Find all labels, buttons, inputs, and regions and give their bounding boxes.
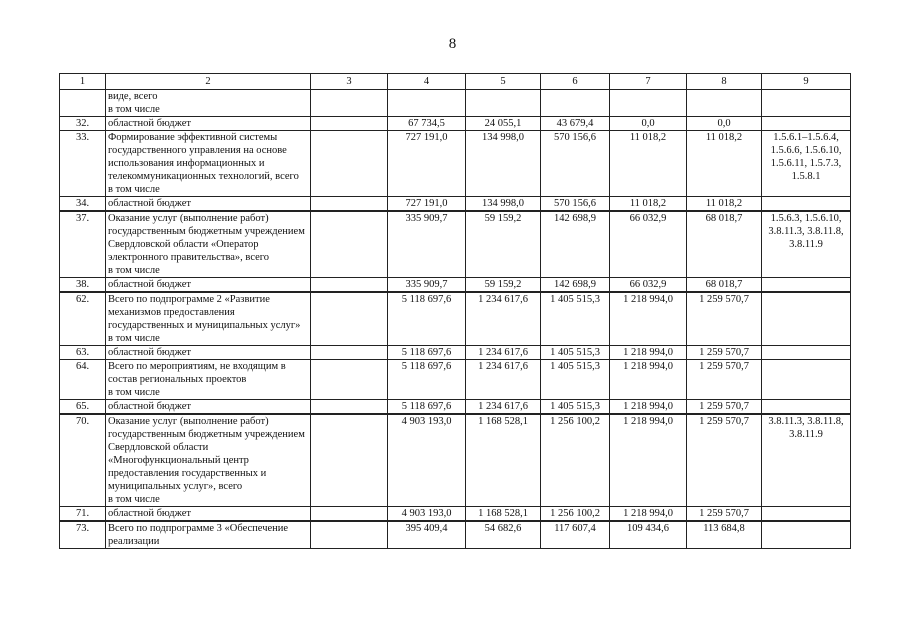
table-row <box>60 507 851 522</box>
column-3-cell <box>311 360 388 400</box>
column-6-value: 43 679,4 <box>541 117 610 131</box>
column-7-value: 1 218 994,0 <box>610 292 687 346</box>
column-4-value: 335 909,7 <box>388 211 466 278</box>
column-9-codes <box>762 360 851 400</box>
column-5-value <box>466 90 541 117</box>
column-9-codes <box>762 507 851 522</box>
column-8-value: 1 259 570,7 <box>687 507 762 522</box>
column-8-value: 68 018,7 <box>687 211 762 278</box>
column-header: 1 <box>60 74 106 90</box>
column-header: 7 <box>610 74 687 90</box>
column-6-value: 1 405 515,3 <box>541 346 610 360</box>
column-5-value: 1 168 528,1 <box>466 507 541 522</box>
column-6-value: 142 698,9 <box>541 211 610 278</box>
column-header: 6 <box>541 74 610 90</box>
table-row <box>60 346 851 360</box>
column-9-codes: 3.8.11.3, 3.8.11.8, 3.8.11.9 <box>762 414 851 507</box>
row-number: 32. <box>60 117 106 131</box>
column-7-value <box>610 90 687 117</box>
row-description: областной бюджет <box>106 117 311 131</box>
column-6-value <box>541 90 610 117</box>
row-number <box>60 90 106 117</box>
table-row <box>60 117 851 131</box>
column-4-value <box>388 90 466 117</box>
column-8-value: 1 259 570,7 <box>687 400 762 415</box>
row-description: Всего по мероприятиям, не входящим в состав региональных проектов в том числе <box>106 360 311 400</box>
table-row <box>60 197 851 212</box>
row-number: 65. <box>60 400 106 415</box>
column-7-value: 11 018,2 <box>610 131 687 197</box>
column-7-value: 109 434,6 <box>610 521 687 549</box>
row-number: 62. <box>60 292 106 346</box>
column-7-value: 66 032,9 <box>610 278 687 293</box>
table-row <box>60 360 851 400</box>
column-6-value: 570 156,6 <box>541 131 610 197</box>
row-description: Формирование эффективной системы государственного управления на основе использования информационных и телекоммуникационных технологий, всего в том числе <box>106 131 311 197</box>
row-description: Оказание услуг (выполнение работ) государственным бюджетным учреждением Свердловской области «Многофункциональный центр предоставления государственных и муниципальных услуг», всего в том числе <box>106 414 311 507</box>
column-3-cell <box>311 131 388 197</box>
column-5-value: 1 234 617,6 <box>466 360 541 400</box>
table-row <box>60 521 851 549</box>
column-9-codes <box>762 197 851 212</box>
column-8-value <box>687 90 762 117</box>
column-5-value: 1 168 528,1 <box>466 414 541 507</box>
column-5-value: 1 234 617,6 <box>466 292 541 346</box>
column-8-value: 0,0 <box>687 117 762 131</box>
row-number: 64. <box>60 360 106 400</box>
column-header: 3 <box>311 74 388 90</box>
column-5-value: 134 998,0 <box>466 131 541 197</box>
column-3-cell <box>311 521 388 549</box>
column-4-value: 67 734,5 <box>388 117 466 131</box>
column-header: 8 <box>687 74 762 90</box>
column-9-codes <box>762 278 851 293</box>
row-description: областной бюджет <box>106 278 311 293</box>
column-6-value: 570 156,6 <box>541 197 610 212</box>
column-3-cell <box>311 197 388 212</box>
column-9-codes: 1.5.6.3, 1.5.6.10, 3.8.11.3, 3.8.11.8, 3.8.11.9 <box>762 211 851 278</box>
column-7-value: 1 218 994,0 <box>610 507 687 522</box>
column-4-value: 5 118 697,6 <box>388 346 466 360</box>
column-4-value: 5 118 697,6 <box>388 360 466 400</box>
column-9-codes <box>762 400 851 415</box>
column-6-value: 1 256 100,2 <box>541 414 610 507</box>
column-3-cell <box>311 414 388 507</box>
row-description: виде, всего в том числе <box>106 90 311 117</box>
column-7-value: 66 032,9 <box>610 211 687 278</box>
table-row <box>60 292 851 346</box>
row-description: областной бюджет <box>106 507 311 522</box>
budget-table <box>59 73 851 549</box>
column-8-value: 11 018,2 <box>687 197 762 212</box>
column-6-value: 142 698,9 <box>541 278 610 293</box>
column-7-value: 11 018,2 <box>610 197 687 212</box>
column-4-value: 727 191,0 <box>388 131 466 197</box>
row-number: 73. <box>60 521 106 549</box>
column-8-value: 1 259 570,7 <box>687 414 762 507</box>
column-8-value: 1 259 570,7 <box>687 360 762 400</box>
column-header: 9 <box>762 74 851 90</box>
row-number: 63. <box>60 346 106 360</box>
row-description: Всего по подпрограмме 3 «Обеспечение реализации <box>106 521 311 549</box>
column-3-cell <box>311 117 388 131</box>
row-description: Оказание услуг (выполнение работ) государственным бюджетным учреждением Свердловской области «Оператор электронного правительства», всего в том числе <box>106 211 311 278</box>
column-8-value: 68 018,7 <box>687 278 762 293</box>
column-5-value: 59 159,2 <box>466 211 541 278</box>
table-row <box>60 278 851 293</box>
row-number: 70. <box>60 414 106 507</box>
table-row <box>60 90 851 117</box>
column-3-cell <box>311 346 388 360</box>
column-3-cell <box>311 400 388 415</box>
column-8-value: 11 018,2 <box>687 131 762 197</box>
column-header: 5 <box>466 74 541 90</box>
column-5-value: 24 055,1 <box>466 117 541 131</box>
column-3-cell <box>311 278 388 293</box>
row-number: 34. <box>60 197 106 212</box>
column-4-value: 5 118 697,6 <box>388 292 466 346</box>
column-8-value: 113 684,8 <box>687 521 762 549</box>
table-row <box>60 414 851 507</box>
column-header: 4 <box>388 74 466 90</box>
row-description: Всего по подпрограмме 2 «Развитие механизмов предоставления государственных и муниципальных услуг» в том числе <box>106 292 311 346</box>
column-9-codes <box>762 90 851 117</box>
table-row <box>60 211 851 278</box>
column-5-value: 59 159,2 <box>466 278 541 293</box>
column-9-codes <box>762 521 851 549</box>
column-9-codes <box>762 292 851 346</box>
column-7-value: 1 218 994,0 <box>610 400 687 415</box>
column-6-value: 117 607,4 <box>541 521 610 549</box>
page-number: 8 <box>448 36 457 52</box>
column-4-value: 4 903 193,0 <box>388 414 466 507</box>
column-6-value: 1 405 515,3 <box>541 292 610 346</box>
column-8-value: 1 259 570,7 <box>687 346 762 360</box>
column-6-value: 1 256 100,2 <box>541 507 610 522</box>
row-number: 71. <box>60 507 106 522</box>
column-3-cell <box>311 507 388 522</box>
table-body <box>60 74 851 549</box>
column-7-value: 1 218 994,0 <box>610 346 687 360</box>
column-4-value: 727 191,0 <box>388 197 466 212</box>
column-8-value: 1 259 570,7 <box>687 292 762 346</box>
column-3-cell <box>311 292 388 346</box>
column-header: 2 <box>106 74 311 90</box>
table-header-row <box>60 74 851 90</box>
column-7-value: 1 218 994,0 <box>610 414 687 507</box>
row-description: областной бюджет <box>106 197 311 212</box>
column-3-cell <box>311 211 388 278</box>
column-4-value: 335 909,7 <box>388 278 466 293</box>
column-4-value: 395 409,4 <box>388 521 466 549</box>
column-7-value: 0,0 <box>610 117 687 131</box>
column-6-value: 1 405 515,3 <box>541 400 610 415</box>
column-5-value: 54 682,6 <box>466 521 541 549</box>
row-number: 38. <box>60 278 106 293</box>
row-description: областной бюджет <box>106 346 311 360</box>
column-4-value: 4 903 193,0 <box>388 507 466 522</box>
table-row <box>60 131 851 197</box>
table-row <box>60 400 851 415</box>
column-4-value: 5 118 697,6 <box>388 400 466 415</box>
row-number: 37. <box>60 211 106 278</box>
column-6-value: 1 405 515,3 <box>541 360 610 400</box>
column-5-value: 1 234 617,6 <box>466 400 541 415</box>
row-description: областной бюджет <box>106 400 311 415</box>
column-3-cell <box>311 90 388 117</box>
column-5-value: 1 234 617,6 <box>466 346 541 360</box>
column-9-codes <box>762 346 851 360</box>
column-9-codes: 1.5.6.1–1.5.6.4, 1.5.6.6, 1.5.6.10, 1.5.6.11, 1.5.7.3, 1.5.8.1 <box>762 131 851 197</box>
column-9-codes <box>762 117 851 131</box>
column-5-value: 134 998,0 <box>466 197 541 212</box>
column-7-value: 1 218 994,0 <box>610 360 687 400</box>
row-number: 33. <box>60 131 106 197</box>
